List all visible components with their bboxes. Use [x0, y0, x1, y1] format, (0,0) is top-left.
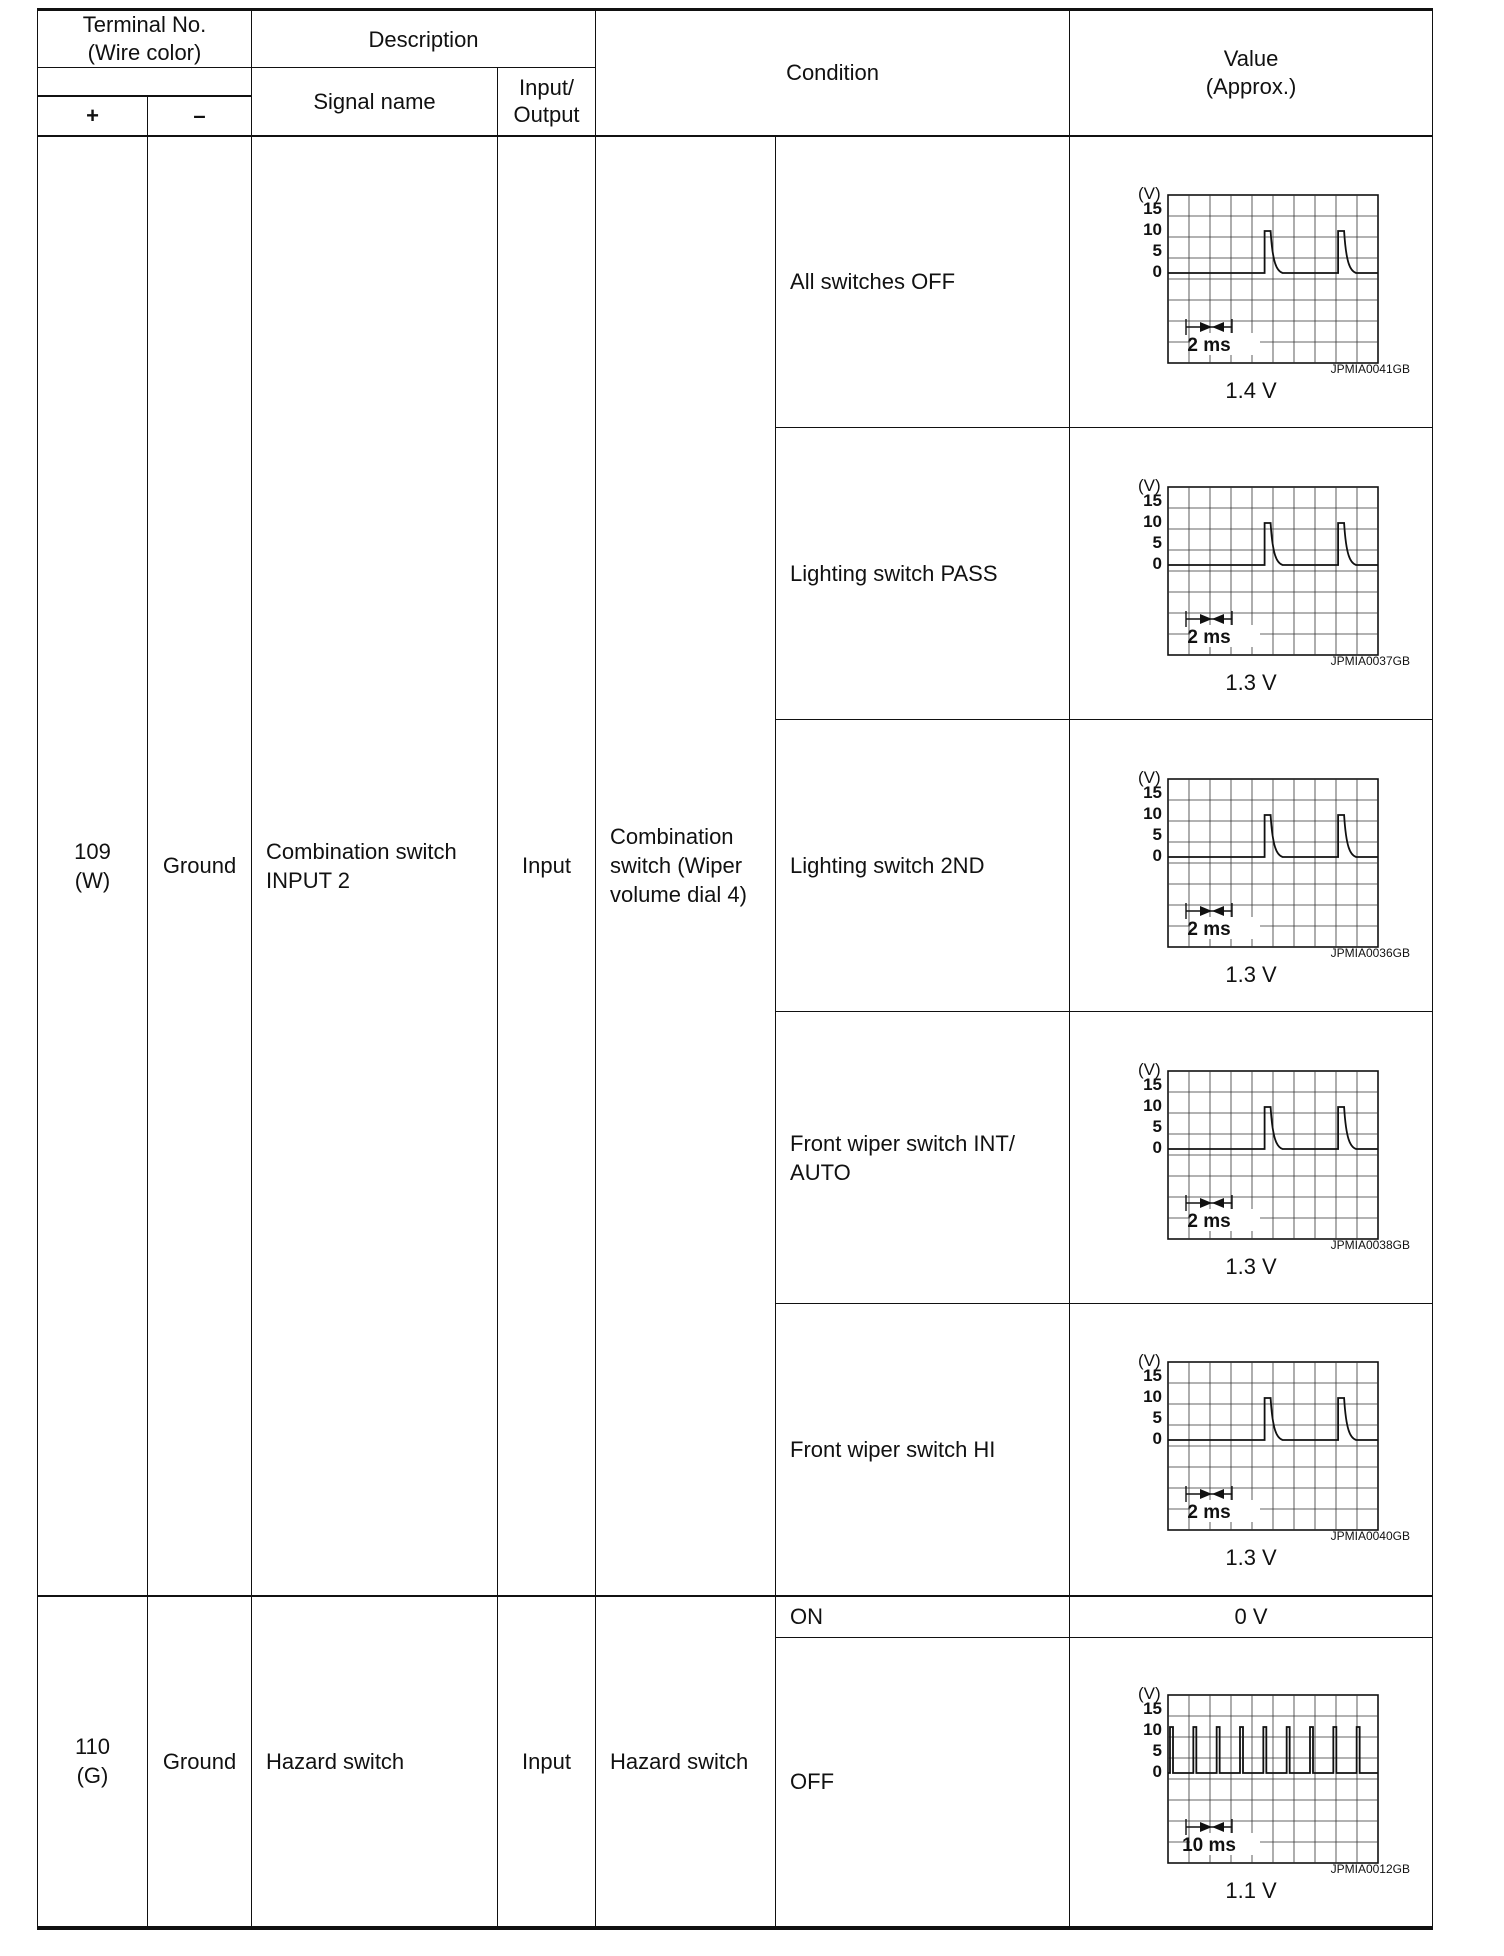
value-cell	[1070, 136, 1433, 428]
waveform-figure	[1086, 1326, 1416, 1541]
terminal-109-plus: 109 (W)	[38, 136, 148, 1596]
condition-sub: Front wiper switch HI	[776, 1304, 1070, 1596]
y-tick-label: 10	[1143, 1387, 1163, 1407]
y-tick-label: 10	[1143, 803, 1163, 823]
y-tick-label: 10	[1143, 511, 1163, 531]
arrow-head	[1212, 1198, 1224, 1208]
signal-name-header: Signal name	[252, 68, 498, 136]
y-tick-label: 0	[1152, 845, 1163, 865]
y-unit-label: (V)	[1138, 475, 1161, 495]
y-tick-label: 15	[1143, 1698, 1163, 1718]
terminal-no-header: Terminal No. (Wire color)	[38, 10, 252, 68]
time-div-label: 10 ms	[1182, 1834, 1236, 1856]
value-reading: 1.3 V	[1225, 1253, 1277, 1279]
io-109: Input	[498, 136, 596, 1596]
arrow-head	[1212, 1489, 1224, 1499]
figure-id: JPMIA0040GB	[1330, 1529, 1411, 1542]
value-cell	[1070, 428, 1433, 720]
arrow-head	[1212, 614, 1224, 624]
y-tick-label: 15	[1143, 1366, 1163, 1386]
y-tick-label: 0	[1152, 1137, 1163, 1157]
waveform-figure	[1086, 1035, 1416, 1250]
y-tick-label: 15	[1143, 782, 1163, 802]
y-unit-label: (V)	[1138, 767, 1161, 787]
condition-main-110: Hazard switch	[596, 1596, 776, 1928]
y-unit-label: (V)	[1138, 1059, 1161, 1079]
condition-sub: Lighting switch 2ND	[776, 720, 1070, 1012]
figure-id: JPMIA0036GB	[1330, 945, 1411, 958]
y-tick-label: 0	[1152, 553, 1163, 573]
condition-sub: ON	[776, 1596, 1070, 1638]
time-div-label: 2 ms	[1187, 334, 1231, 356]
y-tick-label: 10	[1143, 1095, 1163, 1115]
y-tick-label: 15	[1143, 198, 1163, 218]
figure-id: JPMIA0012GB	[1330, 1861, 1411, 1874]
condition-sub: All switches OFF	[776, 136, 1070, 428]
condition-sub: OFF	[776, 1638, 1070, 1928]
waveform-figure	[1086, 451, 1416, 666]
y-tick-label: 15	[1143, 1074, 1163, 1094]
time-div-label: 2 ms	[1187, 1210, 1231, 1232]
y-unit-label: (V)	[1138, 1683, 1161, 1703]
terminal-109-minus: Ground	[148, 136, 252, 1596]
value-cell	[1070, 1304, 1433, 1596]
y-tick-label: 10	[1143, 219, 1163, 239]
figure-id: JPMIA0037GB	[1330, 653, 1411, 666]
minus-header: –	[148, 96, 252, 136]
arrow-head	[1212, 322, 1224, 332]
arrow-head	[1212, 906, 1224, 916]
value-reading: 1.1 V	[1225, 1877, 1277, 1903]
y-tick-label: 5	[1152, 240, 1163, 260]
y-tick-label: 0	[1152, 1429, 1163, 1449]
value-reading: 1.4 V	[1225, 377, 1277, 403]
y-unit-label: (V)	[1138, 183, 1161, 203]
value-cell	[1070, 720, 1433, 1012]
value-reading: 1.3 V	[1225, 669, 1277, 695]
value-header: Value (Approx.)	[1070, 10, 1433, 136]
terminal-no-spacer	[38, 68, 252, 96]
y-tick-label: 10	[1143, 1719, 1163, 1739]
value-cell	[1070, 1012, 1433, 1304]
value-reading: 0 V	[1070, 1596, 1433, 1638]
condition-sub: Lighting switch PASS	[776, 428, 1070, 720]
io-110: Input	[498, 1596, 596, 1928]
arrow-head	[1212, 1822, 1224, 1832]
y-unit-label: (V)	[1138, 1351, 1161, 1371]
condition-main-109: Combination switch (Wiper volume dial 4)	[596, 136, 776, 1596]
terminal-110-minus: Ground	[148, 1596, 252, 1928]
waveform-figure	[1086, 1659, 1416, 1874]
y-tick-label: 15	[1143, 490, 1163, 510]
plus-header: +	[38, 96, 148, 136]
signal-name-109: Combination switch INPUT 2	[252, 136, 498, 1596]
value-reading: 1.3 V	[1225, 961, 1277, 987]
y-tick-label: 5	[1152, 1740, 1163, 1760]
value-reading: 1.3 V	[1225, 1545, 1277, 1571]
description-header: Description	[252, 10, 596, 68]
y-tick-label: 0	[1152, 1761, 1163, 1781]
y-tick-label: 5	[1152, 532, 1163, 552]
terminal-spec-table	[37, 8, 1433, 1930]
input-output-header: Input/ Output	[498, 68, 596, 136]
time-div-label: 2 ms	[1187, 626, 1231, 648]
time-div-label: 2 ms	[1187, 918, 1231, 940]
figure-id: JPMIA0038GB	[1330, 1237, 1411, 1250]
condition-header: Condition	[596, 10, 1070, 136]
y-tick-label: 0	[1152, 261, 1163, 281]
signal-name-110: Hazard switch	[252, 1596, 498, 1928]
figure-id: JPMIA0041GB	[1330, 361, 1411, 374]
time-div-label: 2 ms	[1187, 1502, 1231, 1524]
y-tick-label: 5	[1152, 1408, 1163, 1428]
terminal-110-plus: 110 (G)	[38, 1596, 148, 1928]
waveform-figure	[1086, 743, 1416, 958]
y-tick-label: 5	[1152, 1116, 1163, 1136]
y-tick-label: 5	[1152, 824, 1163, 844]
waveform-figure	[1086, 159, 1416, 374]
value-cell	[1070, 1638, 1433, 1928]
condition-sub: Front wiper switch INT/ AUTO	[776, 1012, 1070, 1304]
